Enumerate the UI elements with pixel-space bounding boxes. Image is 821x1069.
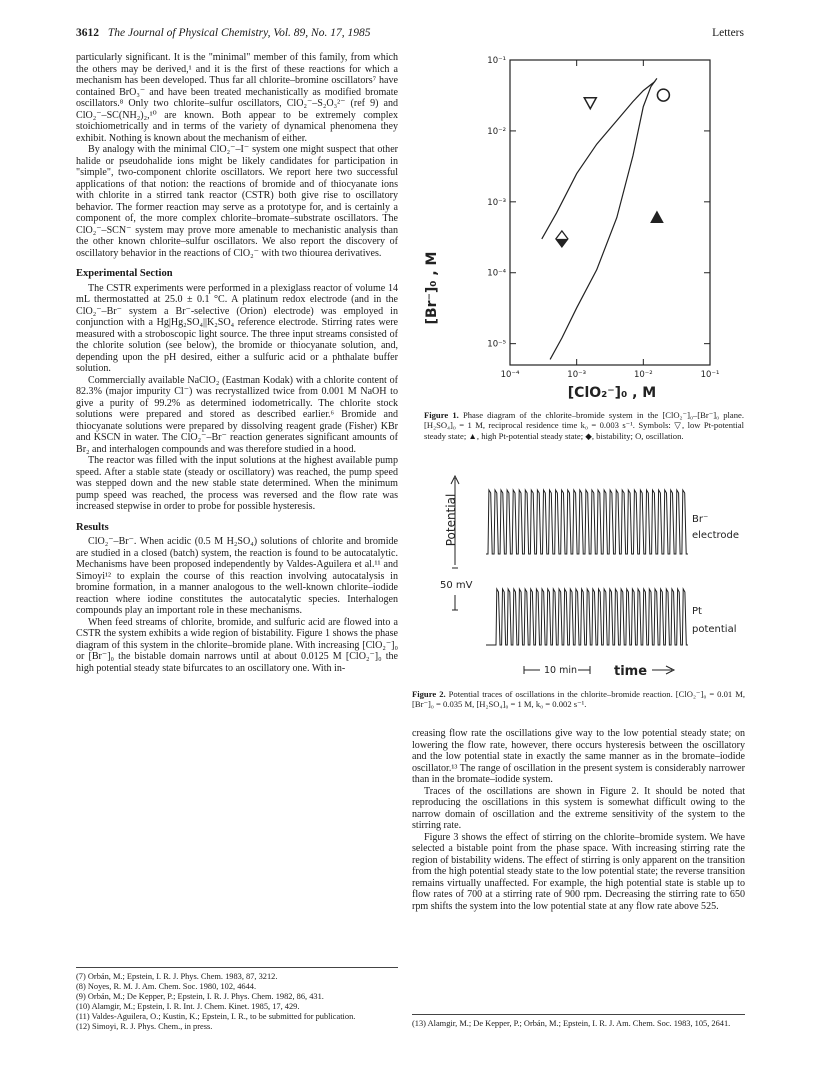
oscillation-marker bbox=[657, 89, 669, 101]
footnote: (10) Alamgir, M.; Epstein, I. R. Int. J. Chem. Kinet. 1985, 17, 429. bbox=[76, 1002, 300, 1011]
y-tick-label: 10⁻¹ bbox=[487, 56, 506, 66]
figure-2-caption bbox=[412, 689, 745, 710]
left-column bbox=[76, 52, 398, 674]
br-electrode-trace bbox=[486, 490, 688, 554]
y-tick-label: 10⁻² bbox=[487, 126, 506, 137]
paragraph: When feed streams of chlorite, bromide, and sulfuric acid are flowed into a CSTR the system exhibits a wide region of bistability. Figure 1 shows the phase diagram of this system in the chlorite–bromide plane. With increasing [ClO₂⁻]₀ or [Br⁻]₀ the bistable domain narrows until at about 0.0125 M [ClO₂⁻]₀ the high potential steady state bifurcates to an oscillatory one. With in- bbox=[76, 616, 398, 674]
paragraph: Figure 3 shows the effect of stirring on the chlorite–bromide system. We have selected a bistable point from the phase space. With increasing stirring rate the region of bistability widens. The effect of stirring is only apparent on the transition from the high potential steady state to the low potential state; the reverse transition remains virtually unaffected. For example, the high potential state is stable up to flow rates of 700 at a stirring rate of 900 rpm. Decreasing the stirring rate to 650 rpm shifts the system into the low potential state at any flow rate above 525. bbox=[412, 831, 745, 912]
footnote: (8) Noyes, R. M. J. Am. Chem. Soc. 1980, 102, 4644. bbox=[76, 982, 257, 991]
figure-2-caption-label: Figure 2. bbox=[412, 689, 446, 699]
figure-1-caption-text: Phase diagram of the chlorite–bromide system in the [ClO₂⁻]₀–[Br⁻]₀ plane. [H₂SO₄]₀ = 1 M, reciprocal residence time k₀ = 0.003 s⁻¹. Symbols: ▽, low Pt-potential steady state; ▲, high Pt-potential steady state; ◆, bistability; O, oscillation. bbox=[424, 410, 745, 441]
footnote: (13) Alamgir, M.; De Kepper, P.; Orbán, M.; Epstein, I. R. J. Am. Chem. Soc. 1983, 105, 2641. bbox=[412, 1019, 731, 1028]
figure-2-traces bbox=[440, 476, 739, 679]
figure-1-caption bbox=[424, 410, 744, 441]
potential-trace-label: potential bbox=[692, 624, 737, 635]
results-heading: Results bbox=[76, 521, 109, 533]
paragraph: Commercially available NaClO₂ (Eastman Kodak) with a chlorite content of 82.3% (major impurity Cl⁻) was recrystallized twice from 0.001 M NaOH to give a purity of 99.2% as determined iodometrically. The chlorite stock solutions were prepared and stored as described earlier.⁶ Bromide and thiocyanate solutions were prepared by dissolving reagent grade (Fisher) KBr and KSCN in water. The ClO₂⁻–Br⁻ reaction generates significant amounts of Br₂ and interhalogen compounds and was therefore studied in a hood. bbox=[76, 374, 398, 455]
upper-boundary-curve bbox=[542, 81, 655, 239]
right-column bbox=[412, 728, 745, 912]
paragraph: particularly significant. It is the "minimal" member of this family, from which the others may be derived,¹ and it is the first of these reactions for which a mechanism has been developed. Thus far all chlorite–bromine oscillators⁷ have contained BrO₃⁻ and have been treated mechanistically as modified bromate oscillators.⁸ Only two chlorite–sulfur oscillators, ClO₂⁻–S₂O₃²⁻ (ref 9) and ClO₂⁻–SC(NH₂)₂,¹⁰ are known. Both appear to be extremely complex stoichiometrically and in terms of the variety of dynamical phenomena they exhibit. Nothing is known about the mechanism of either. bbox=[76, 52, 398, 144]
pt-potential-trace bbox=[486, 589, 688, 645]
page-number: 3612 bbox=[76, 27, 99, 39]
figure-1-frame bbox=[510, 60, 710, 365]
x-axis-label: [ClO₂⁻]₀ , M bbox=[567, 385, 657, 401]
section-name: Letters bbox=[712, 27, 744, 39]
y-tick-label: 10⁻⁵ bbox=[487, 339, 506, 350]
electrode-trace-label: electrode bbox=[692, 530, 740, 541]
x-tick-label: 10⁻² bbox=[633, 370, 653, 380]
footnote: (9) Orbán, M.; De Kepper, P.; Epstein, I. R. J. Phys. Chem. 1982, 86, 431. bbox=[76, 992, 324, 1001]
footnote: (7) Orbán, M.; Epstein, I. R. J. Phys. Chem. 1983, 87, 3212. bbox=[76, 972, 278, 981]
br-trace-label: Br⁻ bbox=[692, 514, 709, 525]
y-tick-label: 10⁻³ bbox=[487, 197, 506, 208]
time-label: time bbox=[614, 664, 648, 679]
footnotes-left bbox=[76, 967, 398, 1032]
time-arrow-head bbox=[666, 666, 674, 674]
lower-boundary-curve bbox=[550, 78, 657, 359]
footnote: (11) Valdes-Aguilera, O.; Kustin, K.; Epstein, I. R., to be submitted for publication. bbox=[76, 1012, 356, 1021]
paragraph: ClO₂⁻–Br⁻. When acidic (0.5 M H₂SO₄) solutions of chlorite and bromide are studied in a closed (batch) system, the reaction is found to be autocatalytic. Mechanisms have been proposed independently by Valdes-Aguilera et al.¹¹ and Simoyi¹² to explain the course of this reaction involving autocatalysis in bromine formation, in a manner analogous to the well-known chlorite–iodide reaction where iodine constitutes the autocatalytic species. Interhalogen compounds play an important role in these mechanisms. bbox=[76, 536, 398, 616]
bistability-marker bbox=[556, 231, 568, 247]
pt-trace-label: Pt bbox=[692, 606, 702, 617]
paragraph: By analogy with the minimal ClO₂⁻–I⁻ system one might suspect that other halide or pseudohalide ions might be likely candidates for participation in "simple", two-component chlorite oscillators. We report here two successful applications of that notion: the reactions of bromide and of thiocyanate ions with chlorite in a stirred tank reactor (CSTR) both give rise to oscillatory behavior. The former reaction may serve as a prototype for, and is certainly a component of, the more complex chlorite–bromate–substrate oscillators. The ClO₂⁻–SCN⁻ system may prove more amenable to mechanistic analysis than the other known chlorite–sulfur oscillators. We also report the discovery of oscillatory behavior in the reactions of ClO₂⁻ with two thiourea derivatives. bbox=[76, 144, 398, 259]
paragraph: creasing flow rate the oscillations give way to the low potential steady state; on lowering the flow rate, however, there occurs hysteresis between the oscillatory and the low potential state in exactly the same manner as in the bromate–iodide oscillator.¹³ The range of oscillation in the present system is considerably narrower than in the bromate–iodide system. bbox=[412, 728, 745, 785]
high-potential-marker bbox=[651, 212, 663, 223]
x-tick-label: 10⁻¹ bbox=[700, 370, 720, 380]
low-potential-marker bbox=[584, 98, 596, 109]
figure-1-caption-label: Figure 1. bbox=[424, 410, 459, 420]
paragraph: Traces of the oscillations are shown in Figure 2. It should be noted that reproducing the oscillations in this system is somewhat difficult owing to the narrow domain of oscillation and the extreme sensitivity of the system to the stirring rate. bbox=[412, 785, 745, 831]
figure-2-caption-text: Potential traces of oscillations in the chlorite–bromide reaction. [ClO₂⁻]₀ = 0.01 M, [Br⁻]₀ = 0.035 M, [H₂SO₄]₀ = 1 M, k₀ = 0.002 s⁻¹. bbox=[412, 689, 746, 710]
paragraph: The reactor was filled with the input solutions at the highest available pump speed. After a stable state (steady or oscillatory) was reached, the pump speed was stepped down and the new stable state determined. When the minimum pump speed was reached, the process was reversed and the flow rate was increased stepwise in order to probe for possible hysteresis. bbox=[76, 455, 398, 512]
potential-arrow-head bbox=[451, 476, 459, 484]
paragraph: The CSTR experiments were performed in a plexiglass reactor of volume 14 mL thermostatted at 25.0 ± 0.1 °C. A platinum redox electrode (and in the ClO₂⁻–Br⁻ system a Br⁻-selective (Orion) electrode) was employed in conjunction with a Hg|Hg₂SO₄||K₂SO₄ reference electrode. Stirring rates were measured with a stroboscopic light source. The three input streams consisted of the chlorite solution (see below), the bromide or thiocyanate solution, and, depending upon the pH desired, either a sulfuric acid or a phthalate buffer solution. bbox=[76, 282, 398, 374]
running-header bbox=[76, 27, 744, 43]
scale-bar-label: 50 mV bbox=[440, 580, 473, 591]
time-scale-label: 10 min bbox=[544, 665, 578, 676]
x-tick-label: 10⁻⁴ bbox=[500, 370, 520, 380]
x-tick-label: 10⁻³ bbox=[567, 370, 587, 380]
journal-name: The Journal of Physical Chemistry, Vol. 89, No. 17, 1985 bbox=[107, 27, 371, 39]
experimental-heading: Experimental Section bbox=[76, 268, 173, 279]
potential-label: Potential bbox=[444, 493, 458, 547]
footnotes-right bbox=[412, 1014, 745, 1029]
footnote: (12) Simoyi, R. J. Phys. Chem., in press. bbox=[76, 1022, 213, 1031]
y-axis-label: [Br⁻]₀ , M bbox=[424, 251, 440, 325]
y-tick-label: 10⁻⁴ bbox=[487, 268, 506, 279]
